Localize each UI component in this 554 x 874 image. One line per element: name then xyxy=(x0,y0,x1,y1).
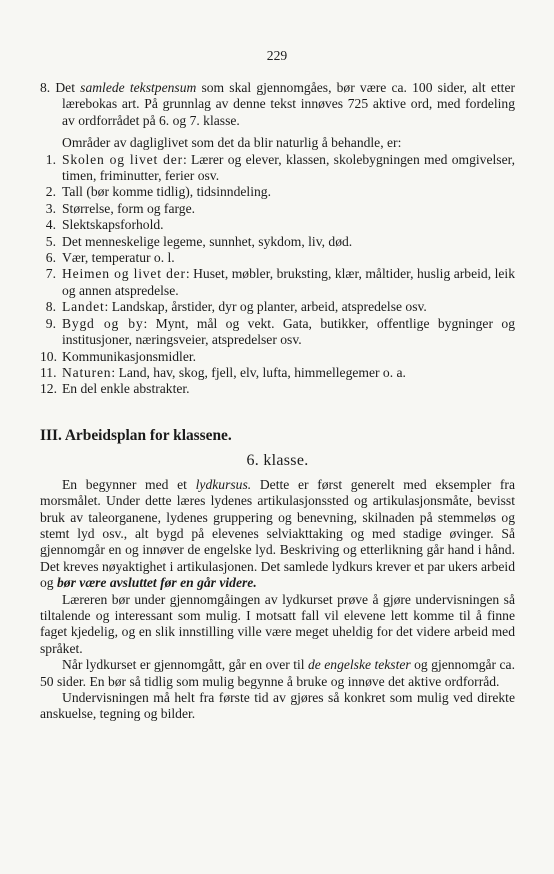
list-item-lead: Skolen og livet der xyxy=(62,151,183,167)
paragraph-text: En begynner med et xyxy=(62,476,196,492)
list-item-text: : Land, hav, skog, fjell, elv, lufta, himmellegemer o. a. xyxy=(111,364,406,380)
list-item-lead: Bygd og by xyxy=(62,315,144,331)
list-item xyxy=(40,349,515,365)
page-number: 229 xyxy=(266,48,288,63)
list-item-text: En del enkle abstrakter. xyxy=(62,381,190,397)
paragraph-texts xyxy=(40,657,515,690)
list-item xyxy=(40,250,515,266)
list-item xyxy=(40,316,515,349)
list-item-lead: Naturen xyxy=(62,364,112,380)
paragraph-text: og gjennomgår ca. 50 sider. En bør så tidlig som mulig begynne å bruke og innøve det aktive ordforråd. xyxy=(40,657,515,689)
list-item-number: 7. xyxy=(45,266,56,282)
list-item-number: 5. xyxy=(45,233,56,249)
section-8-text-end: som skal gjennomgåes, bør være ca. 100 sider, alt etter lærebokas art. På grunnlag av denne tekst innøves 725 aktive ord, med fordeling av ordforrådet på 6. og 7. klasse. xyxy=(62,80,516,128)
paragraph-text: Når lydkurset er gjennomgått, går en over til xyxy=(62,657,308,673)
paragraph-concrete: Undervisningen må helt fra første tid av gjøres så konkret som mulig ved direkte anskuelse, tegning og bilder. xyxy=(40,690,515,722)
areas-intro: Områder av dagliglivet som det da blir naturlig å behandle, er: xyxy=(62,135,402,151)
list-item xyxy=(40,201,515,217)
list-item xyxy=(40,152,515,185)
section-8-text-start: 8. Det xyxy=(40,80,81,95)
class-heading: 6. klasse. xyxy=(246,451,309,469)
list-item-text: : Huset, møbler, bruksting, klær, måltider, huslig arbeid, leik og annen atspredelse. xyxy=(62,266,515,298)
list-item xyxy=(40,217,515,233)
list-item-number: 1. xyxy=(45,151,56,167)
list-item-number: 8. xyxy=(45,299,56,315)
list-item-number: 4. xyxy=(45,217,56,233)
list-item-number: 3. xyxy=(45,200,56,216)
list-item-text: Slektskapsforhold. xyxy=(62,217,164,233)
list-item-text: Det menneskelige legeme, sunnhet, sykdom, liv, død. xyxy=(62,233,353,249)
paragraph-lydkursus xyxy=(40,477,515,592)
italic-term: lydkursus. xyxy=(195,476,252,492)
list-item-number: 2. xyxy=(45,184,56,200)
paragraph-teacher: Læreren bør under gjennomgåingen av lydkurset prøve å gjøre undervisningen så tiltalende og interessant som mulig. I motsatt fall vil elevene lett komme til å finne faget kjedelig, og en slik innstilling ville være meget uheldig for det videre arbeid med språket. xyxy=(40,591,515,656)
list-item-text: : Landskap, årstider, dyr og planter, arbeid, atspredelse osv. xyxy=(104,299,427,315)
list-item-text: : Lærer og elever, klassen, skolebygningen med omgivelser, timen, friminutter, ferier osv. xyxy=(62,151,515,184)
list-item-text: Vær, temperatur o. l. xyxy=(62,250,175,266)
section-8-italic-term: samlede tekstpensum xyxy=(80,80,197,95)
section-8-paragraph xyxy=(40,80,515,129)
list-item-number: 10. xyxy=(40,348,57,364)
italic-term: de engelske tekster xyxy=(307,657,411,673)
list-item xyxy=(40,365,515,381)
emphasis-text: bør være avsluttet før en går videre. xyxy=(57,575,257,591)
list-item-number: 6. xyxy=(45,250,56,266)
list-item-number: 12. xyxy=(40,381,57,397)
areas-list xyxy=(40,152,515,398)
list-item xyxy=(40,234,515,250)
list-item xyxy=(40,184,515,200)
page-body xyxy=(40,80,515,723)
section-heading: III. Arbeidsplan for klassene. xyxy=(40,426,232,444)
list-item-number: 9. xyxy=(45,315,56,331)
list-item-lead: Heimen og livet der xyxy=(62,266,186,282)
list-item xyxy=(40,266,515,299)
list-item-number: 11. xyxy=(40,364,57,380)
list-item-lead: Landet xyxy=(62,299,105,315)
list-item-text: Tall (bør komme tidlig), tidsinndeling. xyxy=(62,184,271,200)
list-item-text: Kommunikasjonsmidler. xyxy=(62,348,197,364)
list-item-text: Størrelse, form og farge. xyxy=(62,200,196,216)
list-item xyxy=(40,381,515,397)
list-item-text: : Mynt, mål og vekt. Gata, butikker, offentlige bygninger og institusjoner, næringsveier, atspredelser osv. xyxy=(62,315,515,348)
list-item xyxy=(40,299,515,315)
paragraph-text: Dette er først generelt med eksempler fra morsmålet. Under dette læres lydenes artikulasjonssted og artikulasjonsmåte, bevisst bruk av taleorganene, lydenes gruppering og benevning, skilnaden på stemmeløs og stemt lyd osv., alt bygd på elevenes selviakttaking og med stadige øvinger. Så gjennomgår en og innøver de engelske lyd. Beskriving og etterlikning går hand i hånd. Det kreves nøyaktighet i artikulasjonen. Det samlede lydkurs krever et par ukers arbeid og xyxy=(40,476,515,591)
